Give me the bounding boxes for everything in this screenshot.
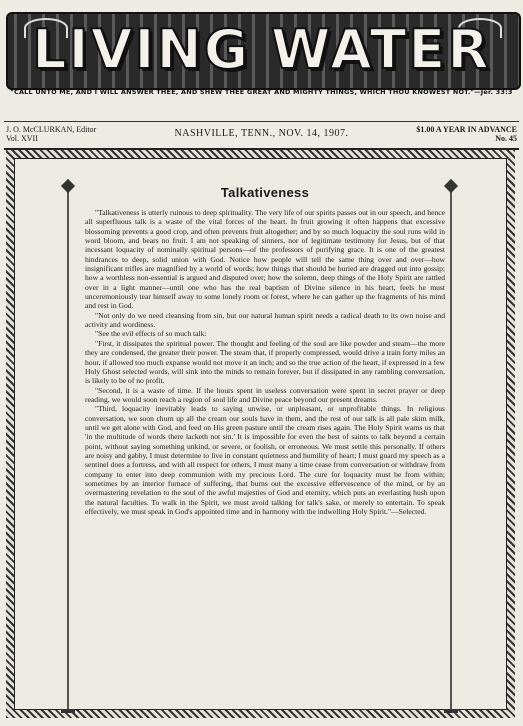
article-paragraph: "Second, it is a waste of time. If the hours spent in useless conversation were spent in secret prayer or deep reading, we would soon reach a region of soul life and Divine peace beyond our present dreams. — [85, 385, 445, 404]
volume-line: Vol. XVII — [6, 134, 38, 143]
article-paragraph: "Not only do we need cleansing from sin, but our natural human spirit needs a radical death to its own noise and activity and wordiness. — [85, 310, 445, 330]
masthead-title: LIVING WATER — [32, 18, 491, 81]
left-column-ornament-icon — [67, 189, 69, 709]
article-paragraph: "See the evil effects of so much talk: — [95, 329, 207, 339]
price-line: $1.00 A YEAR IN ADVANCE — [416, 125, 517, 134]
issue-number: No. 45 — [495, 134, 517, 143]
right-column-ornament-icon — [450, 189, 452, 709]
article — [85, 185, 445, 516]
editor-line: J. O. McCLURKAN, Editor — [6, 125, 97, 134]
place-date: NASHVILLE, TENN., NOV. 14, 1907. — [174, 128, 349, 139]
article-title: Talkativeness — [220, 185, 310, 200]
article-paragraph: "Talkativeness is utterly ruinous to deep spirituality. The very life of our spirits passes out in our speech, and hence all superfluous talk is a waste of the vital forces of the heart. In fruit growing it often happens that excessive blossoming prevents a good crop, and often prevents fruit altogether; and by so much loquacity the soul runs wild in word bloom, and bears no fruit. I am not speaking of sinners, nor of legitimate testimony for Jesus, but of that incessant loquacity of nominally spiritual persons—of the professors of purifying grace. It is one of the greatest hindrances to deep, solid union with God. Notice how people will tell the same thing over and over—how insignificant trifles are magnified by a world of words; how things that should be buried are dragged out into gossip; how a worthless non-essential is argued and disputed over; how the solemn, deep things of the Holy Spirit are rattled over in a light manner—until one who has the real baptism of Divine silence in his heart, feels he must unceremoniously tear himself away to some lonely room or forest, where he can gather up the fragments of his mind and rest in God. — [85, 208, 445, 311]
article-panel — [14, 158, 507, 710]
dateline — [4, 121, 519, 150]
decorative-border — [6, 150, 515, 718]
masthead-verse: "CALL UNTO ME, AND I WILL ANSWER THEE, AND SHEW THEE GREAT AND MIGHTY THINGS, WHICH THOU KNOWEST NOT."—Jer. 33:3 — [10, 88, 513, 96]
dateline-right — [416, 125, 517, 143]
article-paragraph: "Third, loquacity inevitably leads to saying unwise, or unpleasant, or unprofitable things. In religious conversation, we soon churn up all the cream our souls have in them, and the rest of our talk is all pale skim milk, until we get alone with God, and feed on His green pasture until the cream rises again. The Holy Spirit warns us that 'in the multitude of words there lacketh not sin.' It is impossible for even the best of saints to talk beyond a certain point, without saying something unkind, or severe, or foolish, or erroneous. We must settle this personally. If others are noisy and gabby, I must determine to live in constant quietness and humility of heart; I must guard my speech as a sentinel does a fortress, and with all respect for others, I must many a time cease from conversation or withdraw from company to enter into deep communion with my precious Lord. The cure for loquacity must be from within; sometimes by an interior furnace of suffering, that burns out the excessive effervescence of the mind, or by an overmastering revelation to the soul of the awful majesties of God and eternity, which puts an everlasting hush upon the natural faculties. To walk in the Spirit, we must avoid talking for talk's sake, or merely to entertain. To speak effectively, we must speak in God's appointed time and in harmony with the indwelling Holy Spirit."—Selected. — [85, 404, 445, 516]
masthead — [6, 4, 517, 98]
article-paragraph: "First, it dissipates the spiritual power. The thought and feeling of the soul are like powder and steam—the more they are condensed, the greater their power. The steam that, if properly compressed, would drive a train forty miles an hour, if allowed too much expanse would not move it an inch; and so the true action of the heart, if expressed in a few Holy Ghost selected words, will sink into the minds to remain forever, but if dissipated in any rambling conversation, is likely to be of no profit. — [85, 338, 445, 386]
